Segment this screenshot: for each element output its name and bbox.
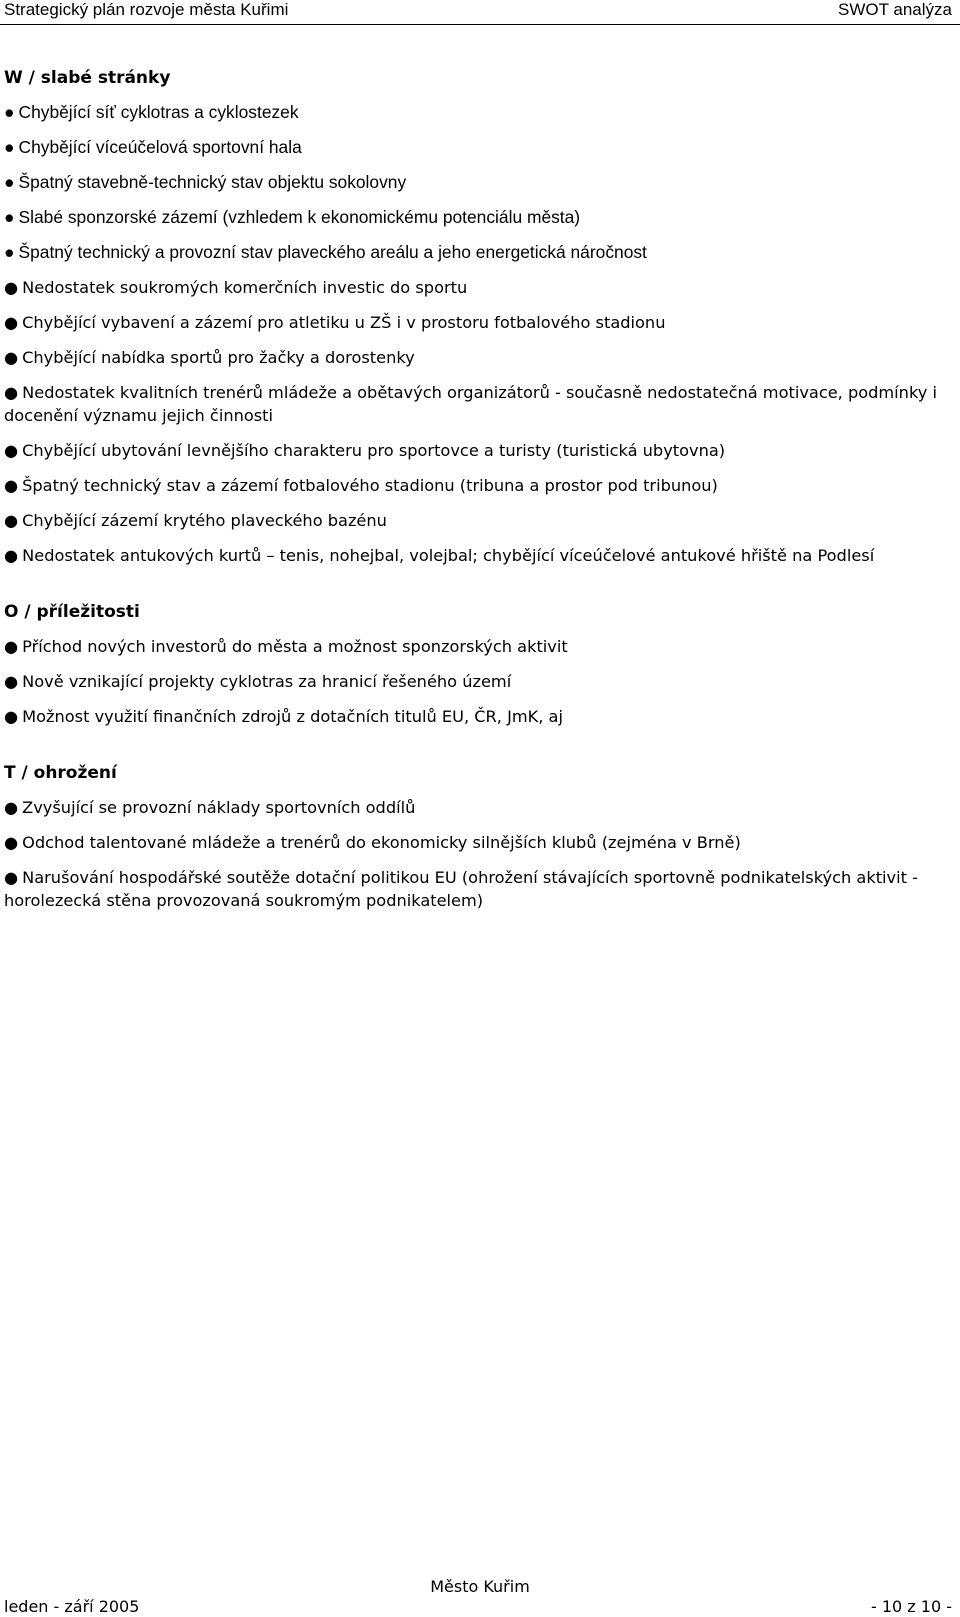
opportunities-list	[4, 635, 954, 728]
bullet-icon: ●	[4, 348, 19, 367]
opportunities-heading: O / příležitosti	[4, 602, 140, 622]
swot-content	[4, 67, 954, 924]
list-item: ● Špatný stavebně-technický stav objektu sokolovny	[4, 172, 407, 192]
bullet-icon: ●	[4, 707, 19, 726]
list-item: ● Chybějící víceúčelová sportovní hala	[4, 137, 302, 157]
document-title: Strategický plán rozvoje města Kuřimi	[4, 0, 289, 19]
list-item: ● Nedostatek soukromých komerčních investic do sportu	[4, 278, 468, 297]
list-item: ● Chybějící vybavení a zázemí pro atletiku u ZŠ i v prostoru fotbalového stadionu	[4, 313, 666, 332]
bullet-icon: ●	[4, 242, 15, 262]
list-item: ● Chybějící nabídka sportů pro žačky a dorostenky	[4, 348, 415, 367]
list-item: ● Špatný technický a provozní stav plaveckého areálu a jeho energetická náročnost	[4, 242, 647, 262]
bullet-icon: ●	[4, 102, 15, 122]
page-header	[0, 0, 960, 24]
list-item: ● Nedostatek kvalitních trenérů mládeže a obětavých organizátorů - současně nedostatečná motivace, podmínky i docenění významu jejich činnosti	[4, 383, 937, 425]
bullet-icon: ●	[4, 868, 19, 887]
list-item: ● Narušování hospodářské soutěže dotační politikou EU (ohrožení stávajících sportovně podnikatelských aktivit - horolezecká stěna provozovaná soukromým podnikatelem)	[4, 868, 918, 910]
list-item: ● Odchod talentované mládeže a trenérů do ekonomicky silnějších klubů (zejména v Brně)	[4, 833, 741, 852]
list-item: ● Nedostatek antukových kurtů – tenis, nohejbal, volejbal; chybějící víceúčelové antukové hřiště na Podlesí	[4, 546, 875, 565]
opportunities-section	[4, 601, 954, 728]
header-divider	[0, 24, 960, 25]
footer-date: leden - září 2005	[4, 1597, 140, 1616]
weaknesses-section	[4, 67, 954, 567]
bullet-icon: ●	[4, 833, 19, 852]
footer-organization: Město Kuřim	[430, 1577, 530, 1596]
bullet-icon: ●	[4, 546, 19, 565]
list-item: ● Chybějící síť cyklotras a cyklostezek	[4, 102, 299, 122]
bullet-icon: ●	[4, 172, 15, 192]
bullet-icon: ●	[4, 637, 19, 656]
bullet-icon: ●	[4, 383, 19, 402]
list-item: ● Špatný technický stav a zázemí fotbalového stadionu (tribuna a prostor pod tribunou)	[4, 476, 718, 495]
threats-heading: T / ohrožení	[4, 763, 117, 783]
bullet-icon: ●	[4, 207, 15, 227]
bullet-icon: ●	[4, 798, 19, 817]
list-item: ● Zvyšující se provozní náklady sportovních oddílů	[4, 798, 416, 817]
bullet-icon: ●	[4, 672, 19, 691]
bullet-icon: ●	[4, 313, 19, 332]
list-item: ● Slabé sponzorské zázemí (vzhledem k ekonomickému potenciálu města)	[4, 207, 581, 227]
page-number: - 10 z 10 -	[870, 1597, 952, 1616]
weaknesses-list	[4, 101, 954, 567]
bullet-icon: ●	[4, 137, 15, 157]
bullet-icon: ●	[4, 441, 19, 460]
list-item: ● Příchod nových investorů do města a možnost sponzorských aktivit	[4, 637, 568, 656]
list-item: ● Nově vznikající projekty cyklotras za hranicí řešeného území	[4, 672, 512, 691]
bullet-icon: ●	[4, 278, 19, 297]
section-title: SWOT analýza	[837, 0, 952, 19]
list-item: ● Chybějící zázemí krytého plaveckého bazénu	[4, 511, 387, 530]
weaknesses-heading: W / slabé stránky	[4, 68, 171, 88]
list-item: ● Chybějící ubytování levnějšího charakteru pro sportovce a turisty (turistická ubytovna)	[4, 441, 726, 460]
list-item: ● Možnost využití finančních zdrojů z dotačních titulů EU, ČR, JmK, aj	[4, 707, 563, 726]
bullet-icon: ●	[4, 511, 19, 530]
bullet-icon: ●	[4, 476, 19, 495]
threats-list	[4, 796, 954, 912]
threats-section	[4, 762, 954, 912]
